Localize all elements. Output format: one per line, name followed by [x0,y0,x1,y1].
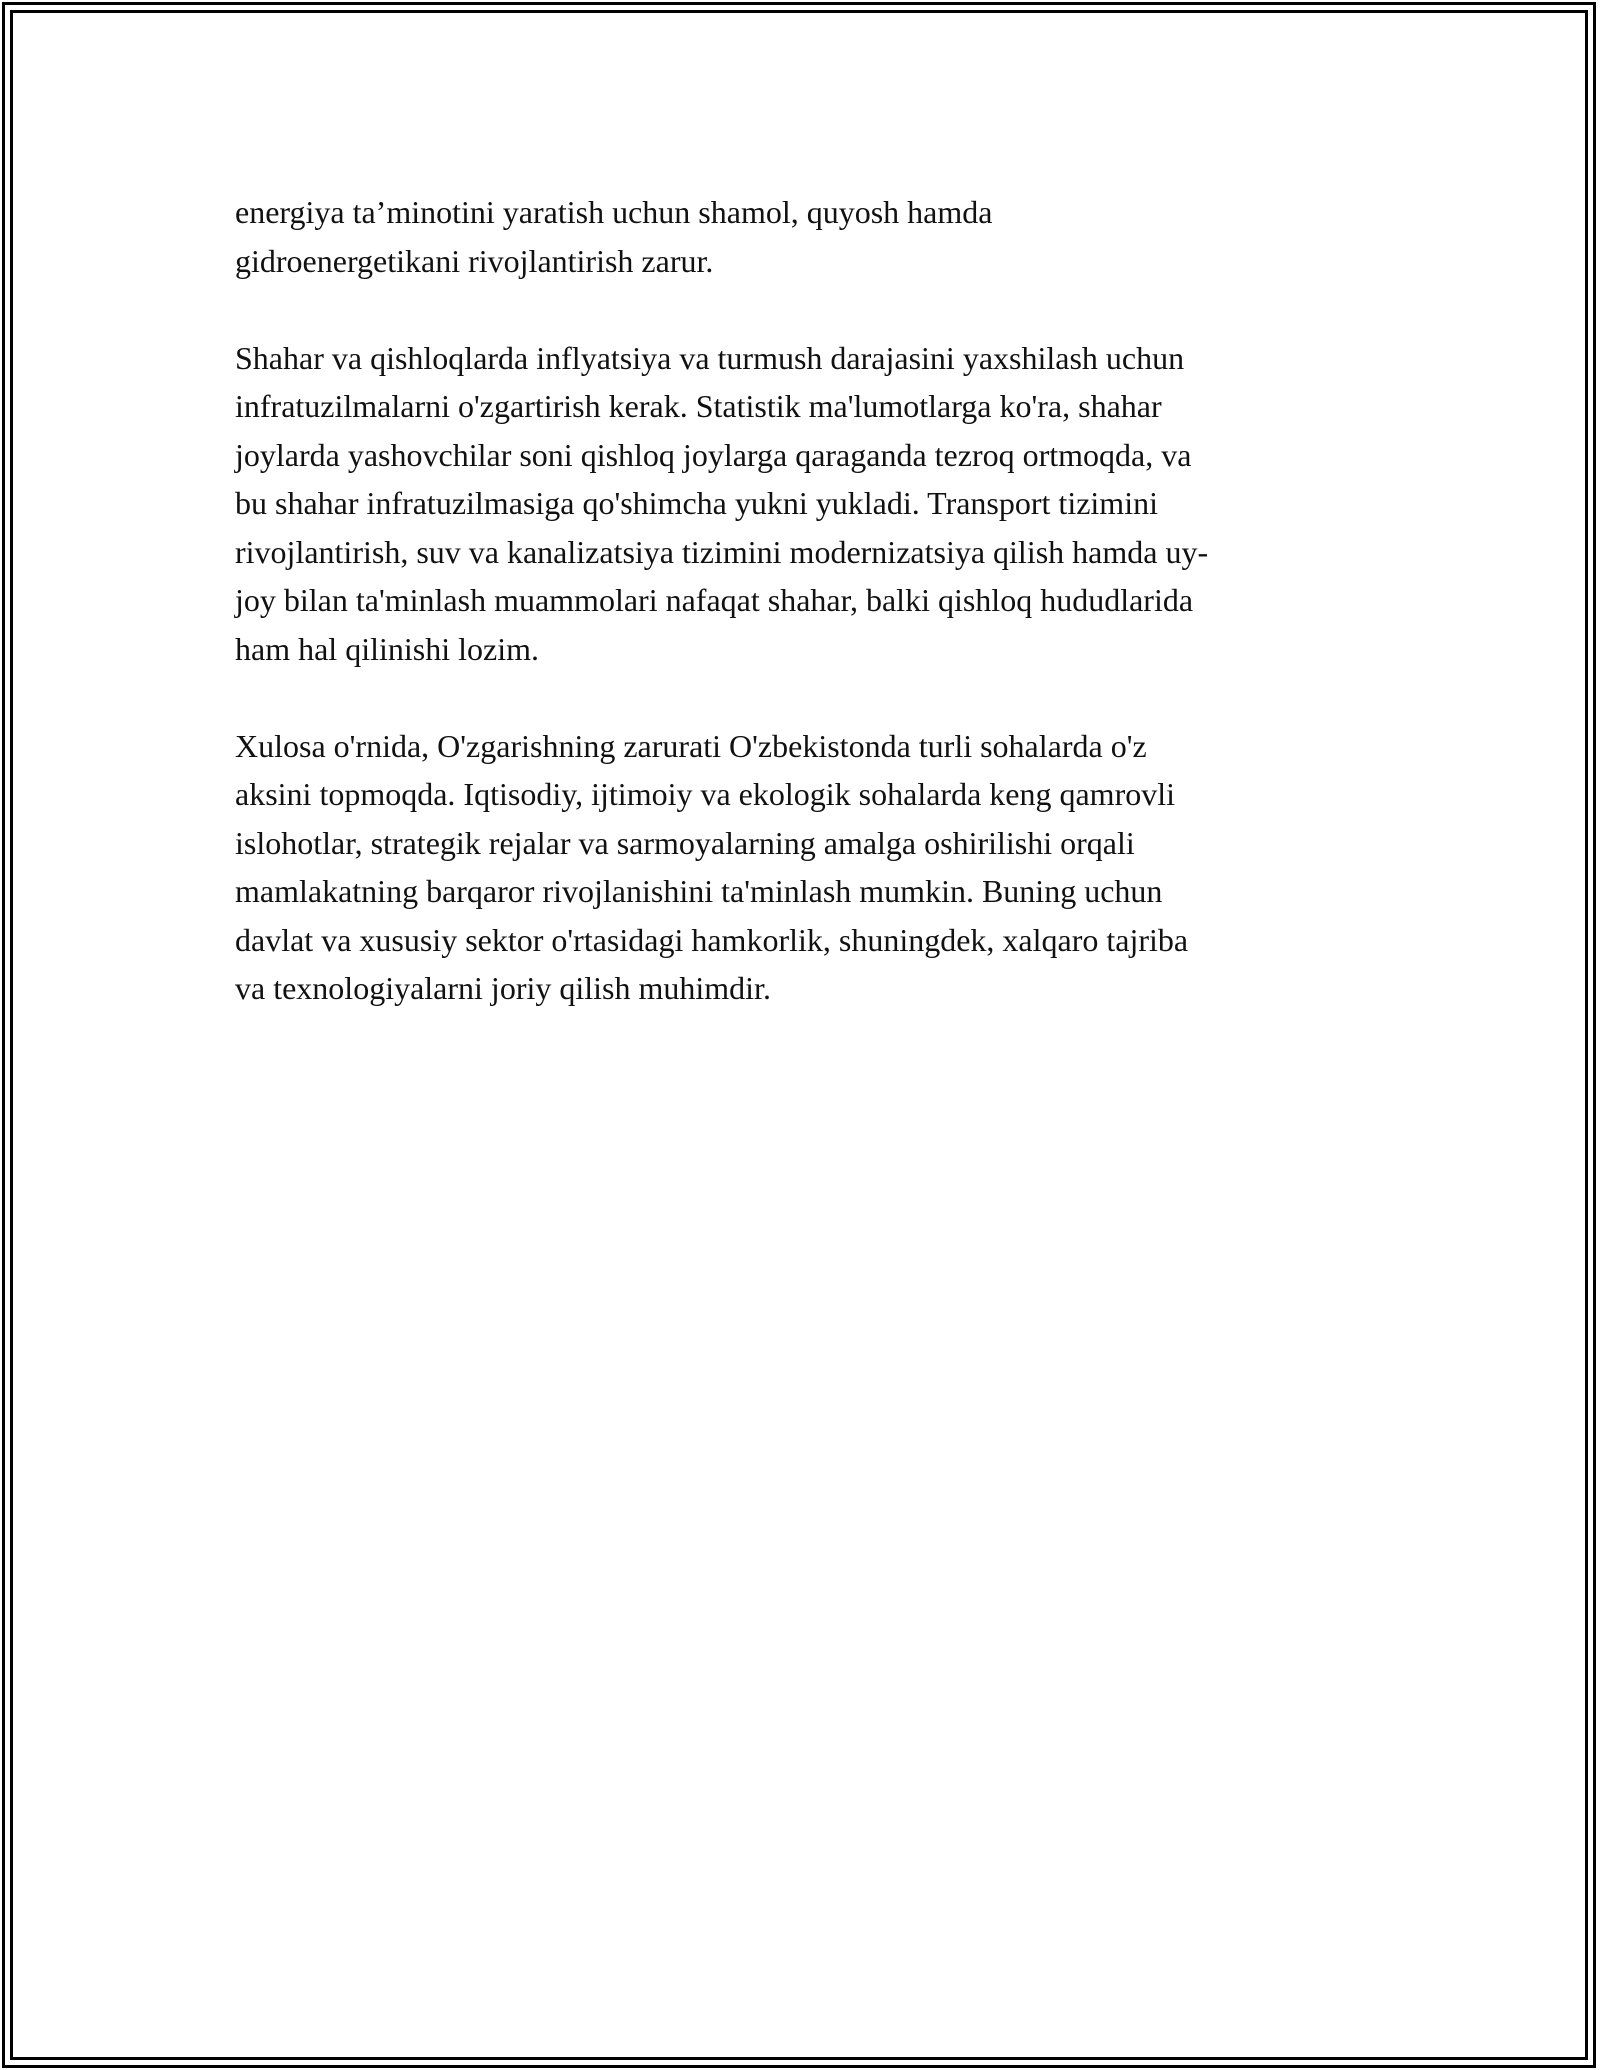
paragraph-infrastructure: Shahar va qishloqlarda inflyatsiya va turmush darajasini yaxshilash uchun infratuzilmalarni o'zgartirish kerak. Statistik ma'lumotlarga ko'ra, shahar joylarda yashovchilar soni qishloq joylarga qaraganda tezroq ortmoqda, va bu shahar infratuzilmasiga qo'shimcha yukni yukladi. Transport tizimini rivojlantirish, suv va kanalizatsiya tizimini modernizatsiya qilish hamda uy- joy bilan ta'minlash muammolari nafaqat shahar, balki qishloq hududlarida ham hal qilinishi lozim. [235,339,1209,667]
paragraph-energy-supply: energiya ta’minotini yaratish uchun shamol, quyosh hamda gidroenergetikani rivojlantirish zarur. [235,194,993,279]
paragraph-conclusion: Xulosa o'rnida, O'zgarishning zarurati O'zbekistonda turli sohalarda o'z aksini topmoqda. Iqtisodiy, ijtimoiy va ekologik sohalarda keng qamrovli islohotlar, strategik rejalar va sarmoyalarning amalga oshirilishi orqali mamlakatning barqaror rivojlanishini ta'minlash mumkin. Buning uchun davlat va xususiy sektor o'rtasidagi hamkorlik, shuningdek, xalqaro tajriba va texnologiyalarni joriy qilish muhimdir. [235,727,1189,1006]
document-body [235,188,1355,1061]
